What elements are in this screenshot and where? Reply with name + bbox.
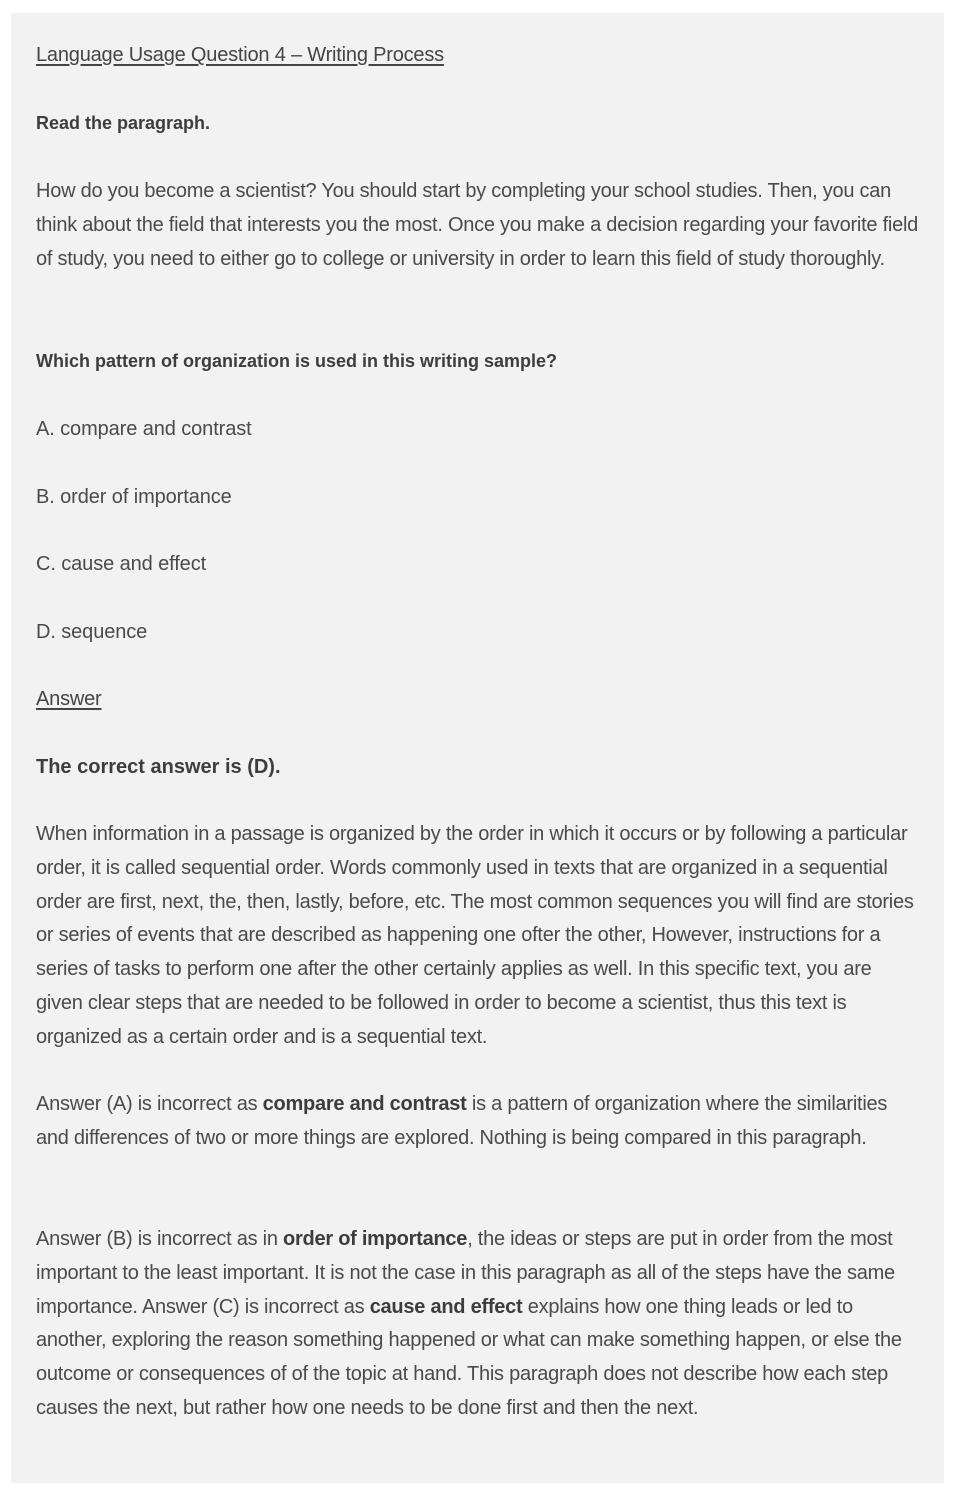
instruction-text: Read the paragraph. [36,113,211,133]
option-d: D. sequence [36,621,148,643]
option-a: A. compare and contrast [36,418,252,440]
option-b: B. order of importance [36,486,232,508]
term-compare-contrast: compare and contrast [262,1093,467,1115]
answer-toggle-link[interactable]: Answer [36,688,102,710]
term-order-importance: order of importance [283,1228,468,1250]
answer-link-row [36,685,920,713]
term-cause-effect: cause and effect [369,1295,523,1318]
passage-paragraph: How do you become a scientist? You should start by completing your school studies. Then, you can think about the field that interests you the most. Once you make a decision regarding your favorite field of study, you need to either go to college or university in order to learn this field of study thoroughly. [36,180,919,270]
question-title-link[interactable]: Language Usage Question 4 – Writing Process [36,44,444,66]
question-card [11,13,944,1483]
explanation-paragraph: When information in a passage is organized by the order in which it occurs or by following a particular order, it is called sequential order. Words commonly used in texts that are organized in a sequential order are first, next, the, then, lastly, before, etc. The most common sequences you will find are stories or series of events that are described as happening one ofter the other, However, instructions for a series of tasks to perform one after the other certainly applies as well. In this specific text, you are given clear steps that are needed to be followed in order to become a scientist, thus this text is organized as a certain order and is a sequential text. [36,823,914,1048]
answer-bc-explanation: Answer (B) is incorrect as in order of importance, the ideas or steps are put in order from the most important to the least important. It is not the case in this paragraph as all of the steps have the same importance. Answer (C) is incorrect as cause and effect explains how one thing leads or led to another, exploring the reason something happened or what can make something happen, or else the outcome or consequences of of the topic at hand. This paragraph does not describe how each step causes the next, but rather how one needs to be done first and then the next. [36,1228,902,1419]
title-row [36,41,920,69]
question-prompt: Which pattern of organization is used in this writing sample? [36,351,558,371]
option-c: C. cause and effect [36,553,207,575]
correct-answer: The correct answer is (D). [36,756,281,778]
answer-a-explanation: Answer (A) is incorrect as compare and contrast is a pattern of organization where the similarities and differences of two or more things are explored. Nothing is being compared in this paragraph. [36,1093,888,1149]
